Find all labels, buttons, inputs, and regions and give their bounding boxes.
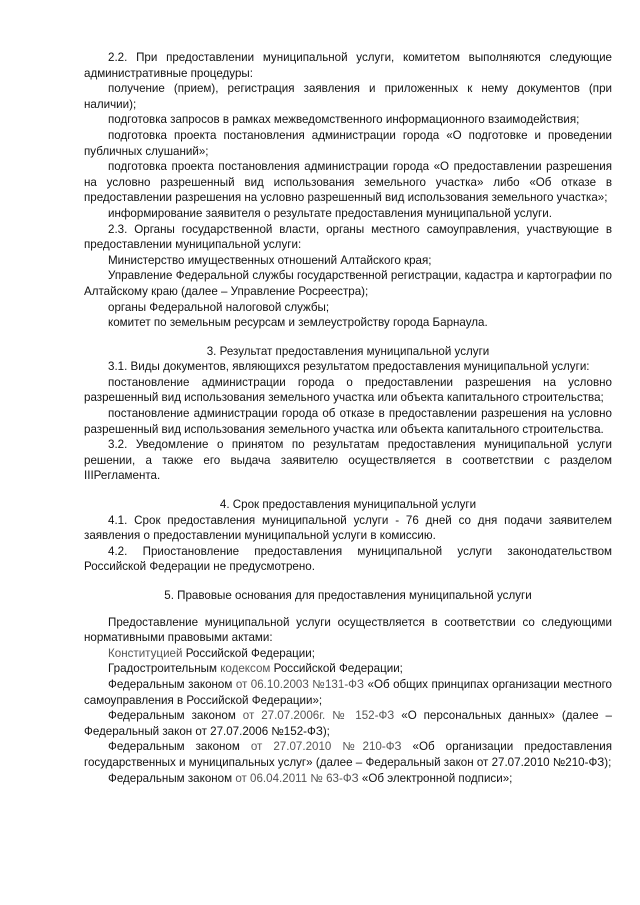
legal-act-constitution: [84, 646, 612, 662]
procedure-item-1: получение (прием), регистрация заявления и приложенных к нему документов (при наличии);: [84, 82, 612, 111]
legal-act-text: «Об общих принципах организации местного самоуправления в Российской Федерации»;: [84, 677, 612, 707]
legal-act-text: «Об электронной подписи»;: [358, 771, 513, 785]
section-3-heading: 3. Результат предоставления муниципальной услуги: [206, 344, 490, 358]
legal-act-text: Федеральным законом: [108, 740, 251, 754]
section-spacer: [84, 575, 612, 588]
legal-act-text: Градостроительным: [108, 662, 221, 676]
legal-act-63-fz: [84, 771, 612, 787]
legal-act-text: Российской Федерации;: [182, 646, 315, 660]
section-4-heading: 4. Срок предоставления муниципальной услуги: [219, 498, 477, 512]
legal-act-text: Российской Федерации;: [270, 662, 403, 676]
organization-item-2: Управление Федеральной службы государственной регистрации, кадастра и картографии по Алтайскому краю (далее – Управление Росреестра);: [84, 269, 612, 298]
organization-item-4: комитет по земельным ресурсам и землеустройству города Барнаула.: [108, 316, 488, 330]
law-152-fz-link[interactable]: от 27.07.2006г. № 152-ФЗ: [242, 709, 395, 723]
legal-act-urban-code: [84, 661, 612, 677]
legal-act-text: Федеральным законом: [108, 709, 243, 723]
legal-act-152-fz: [84, 708, 612, 739]
legal-act-210-fz: [84, 739, 612, 770]
paragraph-2-2: 2.2. При предоставлении муниципальной услуги, комитетом выполняются следующие административные процедуры:: [84, 51, 612, 80]
document-item-2: постановление администрации города об отказе в предоставлении разрешения на условно разрешенный вид использования земельного участка или объекта капитального строительства.: [84, 407, 612, 436]
organization-item-1: Министерство имущественных отношений Алтайского края;: [108, 253, 432, 267]
procedure-item-4: подготовка проекта постановления администрации города «О предоставлении разрешения на условно разрешенный вид использования земельного участка» либо «Об отказе в предоставлении разрешения на условно разрешенный вид использования земельного участка»;: [84, 160, 612, 205]
section-spacer: [84, 604, 612, 615]
section-spacer: [84, 484, 612, 497]
legal-act-text: «Об организации предоставления государственных и муниципальных услуг» (далее – Федеральный закон от 27.07.2010 №210-ФЗ);: [84, 740, 612, 769]
legal-act-131-fz: [84, 677, 612, 708]
paragraph-4-1: 4.1. Срок предоставления муниципальной услуги - 76 дней со дня подачи заявителем заявления о предоставлении муниципальной услуги в комиссию.: [84, 513, 612, 543]
procedure-item-5: информирование заявителя о результате предоставления муниципальной услуги.: [108, 206, 552, 220]
legal-act-text: Федеральным законом: [108, 677, 236, 691]
paragraph-2-3: 2.3. Органы государственной власти, органы местного самоуправления, участвующие в предоставлении муниципальной услуги:: [84, 222, 612, 252]
paragraph-3-1: 3.1. Виды документов, являющихся результатом предоставления муниципальной услуги:: [108, 360, 590, 374]
procedure-item-3: подготовка проекта постановления администрации города «О подготовке и проведении публичных слушаний»;: [84, 128, 612, 158]
legal-act-text: «О персональных данных» (далее – Федеральный закон от 27.07.2006 №152-ФЗ);: [84, 709, 612, 738]
paragraph-3-2: 3.2. Уведомление о принятом по результатам предоставления муниципальной услуги решении, а также его выдача заявителю осуществляется в соответствии с разделом IIIРегламента.: [84, 438, 612, 483]
procedure-item-2: подготовка запросов в рамках межведомственного информационного взаимодействия;: [108, 113, 580, 127]
constitution-link[interactable]: Конституцией: [108, 646, 183, 660]
law-131-fz-link[interactable]: от 06.10.2003 №131-ФЗ: [235, 677, 365, 691]
section-5-heading: 5. Правовые основания для предоставления муниципальной услуги: [164, 589, 532, 602]
paragraph-4-2: 4.2. Приостановление предоставления муниципальной услуги законодательством Российской Федерации не предусмотрено.: [84, 544, 612, 574]
organization-item-3: органы Федеральной налоговой службы;: [108, 300, 330, 314]
document-item-1: постановление администрации города о предоставлении разрешения на условно разрешенный вид использования земельного участка или объекта капитального строительства;: [84, 375, 612, 405]
law-210-fz-link[interactable]: от 27.07.2010 №210-ФЗ: [250, 740, 402, 754]
law-63-fz-link[interactable]: от 06.04.2011 № 63-ФЗ: [235, 771, 359, 785]
section-spacer: [84, 331, 612, 344]
legal-basis-intro: Предоставление муниципальной услуги осуществляется в соответствии со следующими нормативными правовыми актами:: [84, 615, 612, 645]
urban-code-link[interactable]: кодексом: [220, 662, 271, 676]
legal-act-text: Федеральным законом: [108, 771, 236, 785]
